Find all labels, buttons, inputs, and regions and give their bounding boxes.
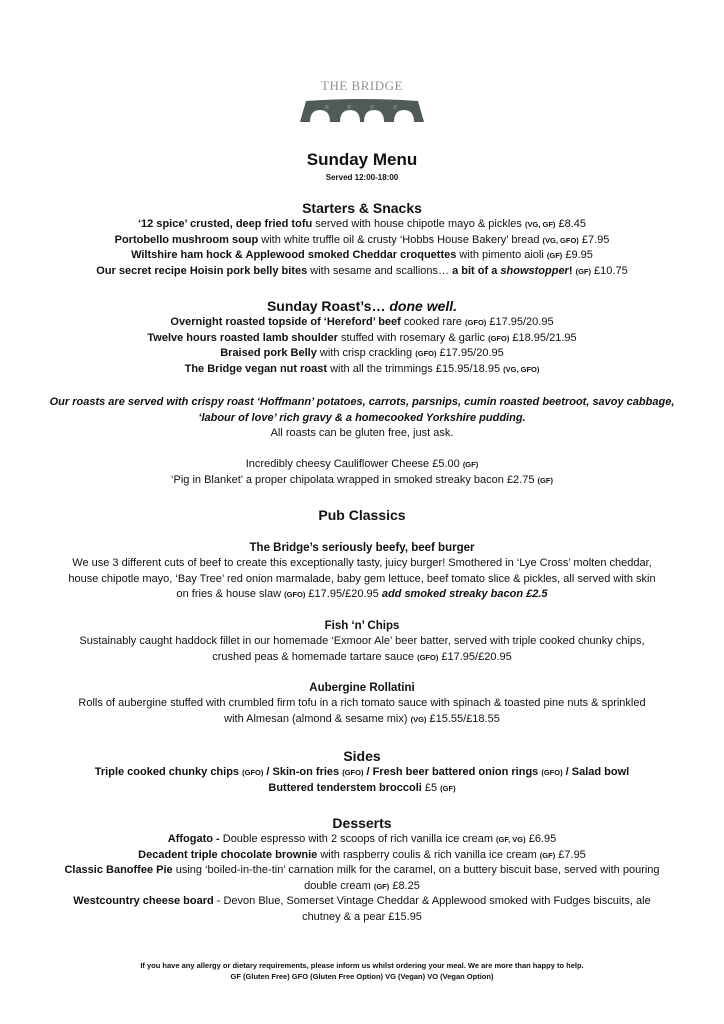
item-desc: using ‘boiled-in-the-tin’ carnation milk for the caramel, on a buttery biscuit base, served with pouring (172, 864, 660, 876)
pub-classics-section (0, 506, 724, 524)
side-item: / Fresh beer battered onion rings (363, 766, 542, 778)
allergy-notice: If you have any allergy or dietary requirements, please inform us whilst ordering your meal. We are more than happy to help. (140, 961, 584, 970)
menu-item (0, 331, 724, 347)
service-hours: Served 12:00-18:00 (325, 173, 399, 182)
section-heading: Starters & Snacks (302, 200, 422, 216)
menu-item (0, 894, 724, 910)
dish-name: Fish ‘n’ Chips (324, 620, 400, 632)
dish-price: £17.95/£20.95 (438, 650, 512, 663)
dish-desc-text: crushed peas & homemade tartare sauce (212, 650, 418, 663)
dietary-tag: (GF) (539, 850, 556, 860)
menu-item (0, 346, 724, 362)
bridge-icon (298, 98, 426, 122)
extra-item (0, 473, 724, 489)
roast-extras (0, 457, 724, 488)
dietary-tag: (GFO) (284, 590, 306, 599)
dietary-tag: (GF) (440, 783, 456, 793)
side-item: Buttered tenderstem broccoli (268, 781, 422, 794)
dish-aubergine (0, 680, 724, 727)
dietary-tag: (GFO) (541, 768, 563, 777)
dietary-tag: (GF) (373, 881, 390, 891)
heading-italic: done well. (389, 298, 458, 314)
item-price: £9.95 (562, 249, 593, 261)
logo (0, 78, 724, 122)
item-desc: stuffed with rosemary & garlic (337, 331, 489, 344)
dish-desc: Sustainably caught haddock fillet in our homemade ‘Exmoor Ale’ beer batter, served with triple cooked chunky chips, (79, 635, 645, 647)
section-heading: Desserts (332, 815, 392, 831)
item-desc: double cream (304, 879, 374, 892)
item-name: Westcountry cheese board (73, 895, 214, 907)
menu-item (0, 362, 724, 378)
dish-price: £17.95/£20.95 (305, 588, 382, 600)
item-desc: with sesame and scallions… (307, 264, 453, 277)
dish-desc: house chipotle mayo, ‘Bay Tree’ red onion marmalade, baby gem lettuce, beef tomato slice & pickles, all served with skin (68, 572, 656, 585)
item-name: Our secret recipe Hoisin pork belly bites (96, 264, 308, 277)
dietary-tag: (GFO) (242, 768, 264, 777)
side-item: / Salad bowl (562, 766, 630, 778)
item-name: Classic Banoffee Pie (64, 864, 173, 876)
item-desc: - Devon Blue, Somerset Vintage Cheddar & Applewood smoked with Fudges biscuits, ale (213, 895, 651, 907)
gluten-note: All roasts can be gluten free, just ask. (270, 427, 454, 439)
dietary-tag: (GFO) (415, 349, 437, 358)
sides-section (0, 747, 724, 796)
dish-desc-last (0, 712, 724, 728)
item-name: Decadent triple chocolate brownie (138, 848, 318, 861)
menu-item (0, 217, 724, 233)
section-heading: Sides (343, 748, 381, 764)
dietary-tag: (GF, VG) (496, 835, 526, 844)
dietary-tag: (GF) (462, 460, 479, 469)
item-highlight-end: ! (568, 264, 576, 277)
dietary-key: GF (Gluten Free) GFO (Gluten Free Option) VG (Vegan) VO (Vegan Option) (230, 972, 494, 981)
dish-desc-last (0, 650, 724, 666)
item-name: Affogato - (167, 833, 220, 845)
side-price: £5 (421, 781, 441, 794)
side-item: / Skin-on fries (263, 766, 343, 778)
item-name: Wiltshire ham hock & Applewood smoked Cheddar croquettes (131, 249, 457, 261)
menu-item (0, 233, 724, 249)
dish-burger (0, 540, 724, 603)
roasts-section (0, 297, 724, 377)
extra-item (0, 457, 724, 473)
item-name: ‘12 spice’ crusted, deep fried tofu (137, 218, 313, 230)
item-price: £17.95/20.95 (486, 316, 554, 328)
menu-item (0, 863, 724, 879)
dish-desc: Rolls of aubergine stuffed with crumbled firm tofu in a rich tomato sauce with spinach & toasted pine nuts & sprinkled (78, 697, 646, 709)
menu-item (0, 832, 724, 848)
footer (0, 960, 724, 982)
dietary-tag: (GFO) (465, 318, 487, 327)
item-name: The Bridge vegan nut roast (184, 362, 328, 375)
dish-desc-text: on fries & house slaw (176, 588, 285, 600)
sides-line (0, 781, 724, 797)
item-price: £7.95 (555, 848, 586, 861)
section-heading (0, 297, 724, 315)
item-price: £18.95/21.95 (509, 331, 577, 344)
item-price: £6.95 (525, 833, 557, 845)
item-name: Overnight roasted topside of ‘Hereford’ beef (170, 316, 401, 328)
logo-text: THE BRIDGE (321, 78, 403, 93)
dish-desc-text: with Almesan (almond & sesame mix) (224, 712, 411, 725)
section-heading: Pub Classics (318, 507, 406, 523)
dish-fish-chips (0, 618, 724, 665)
dish-desc-last (0, 587, 724, 603)
served-with-line: Our roasts are served with crispy roast ‘Hoffmann’ potatoes, carrots, parsnips, cumin roasted beetroot, savoy cabbage, (49, 396, 675, 408)
item-desc: with white truffle oil & crusty ‘Hobbs House Bakery’ bread (258, 233, 543, 246)
dietary-tag: (GFO) (488, 333, 510, 343)
dish-price: £15.55/£18.55 (426, 712, 500, 725)
dish-addon: add smoked streaky bacon £2.5 (381, 588, 548, 600)
item-name: Twelve hours roasted lamb shoulder (147, 331, 338, 344)
extra-text: ‘Pig in Blanket’ a proper chipolata wrapped in smoked streaky bacon £2.75 (171, 473, 538, 486)
dietary-tag: (VG, GF) (524, 220, 556, 229)
item-price: £17.95/20.95 (436, 347, 504, 359)
item-desc: Double espresso with 2 scoops of rich vanilla ice cream (219, 833, 497, 845)
served-with-line: ‘labour of love’ rich gravy & a homecooked Yorkshire pudding. (198, 411, 526, 424)
item-desc: cooked rare (400, 316, 466, 328)
item-price: £8.45 (555, 218, 586, 230)
dish-name: The Bridge’s seriously beefy, beef burger (249, 542, 475, 554)
menu-item-cont (0, 879, 724, 895)
roasts-served-with (0, 395, 724, 442)
item-desc: with all the trimmings £15.95/18.95 (327, 362, 504, 375)
dietary-tag: (VG, GFO) (542, 235, 579, 245)
item-price: £10.75 (591, 264, 628, 277)
side-item: Triple cooked chunky chips (94, 766, 243, 778)
item-desc: with raspberry coulis & rich vanilla ice cream (317, 848, 540, 861)
item-name: Braised pork Belly (220, 347, 317, 359)
dietary-tag: (GF) (546, 251, 563, 260)
item-highlight-italic: showstopper (500, 264, 569, 277)
starters-section (0, 199, 724, 279)
item-name: Portobello mushroom soup (114, 233, 259, 246)
sides-line (0, 765, 724, 781)
item-desc: served with house chipotle mayo & pickles (312, 218, 525, 230)
item-desc: chutney & a pear £15.95 (302, 910, 422, 923)
dietary-tag: (VG, GFO) (503, 364, 540, 374)
menu-item (0, 264, 724, 280)
page-title: Sunday Menu (306, 150, 418, 169)
menu-item (0, 848, 724, 864)
dish-name: Aubergine Rollatini (309, 682, 415, 694)
item-price: £7.95 (578, 233, 610, 246)
item-price: £8.25 (389, 879, 420, 892)
dietary-tag: (VG) (410, 714, 427, 724)
dietary-tag: (GF) (575, 266, 591, 276)
item-highlight: a bit of a (452, 264, 501, 277)
dish-desc: We use 3 different cuts of beef to create this exceptionally tasty, juicy burger! Smothered in ‘Lye Cross’ molten cheddar, (72, 557, 652, 569)
item-desc: with crisp crackling (316, 347, 416, 359)
heading-text: Sunday Roast’s… (266, 298, 390, 314)
extra-text: Incredibly cheesy Cauliflower Cheese £5.00 (245, 458, 463, 470)
desserts-section (0, 814, 724, 925)
dietary-tag: (GFO) (342, 768, 364, 777)
item-desc: with pimento aioli (456, 249, 547, 261)
menu-item (0, 315, 724, 331)
dietary-tag: (GF) (537, 475, 553, 485)
dietary-tag: (GFO) (417, 652, 439, 662)
menu-item (0, 248, 724, 264)
menu-item-cont (0, 910, 724, 926)
